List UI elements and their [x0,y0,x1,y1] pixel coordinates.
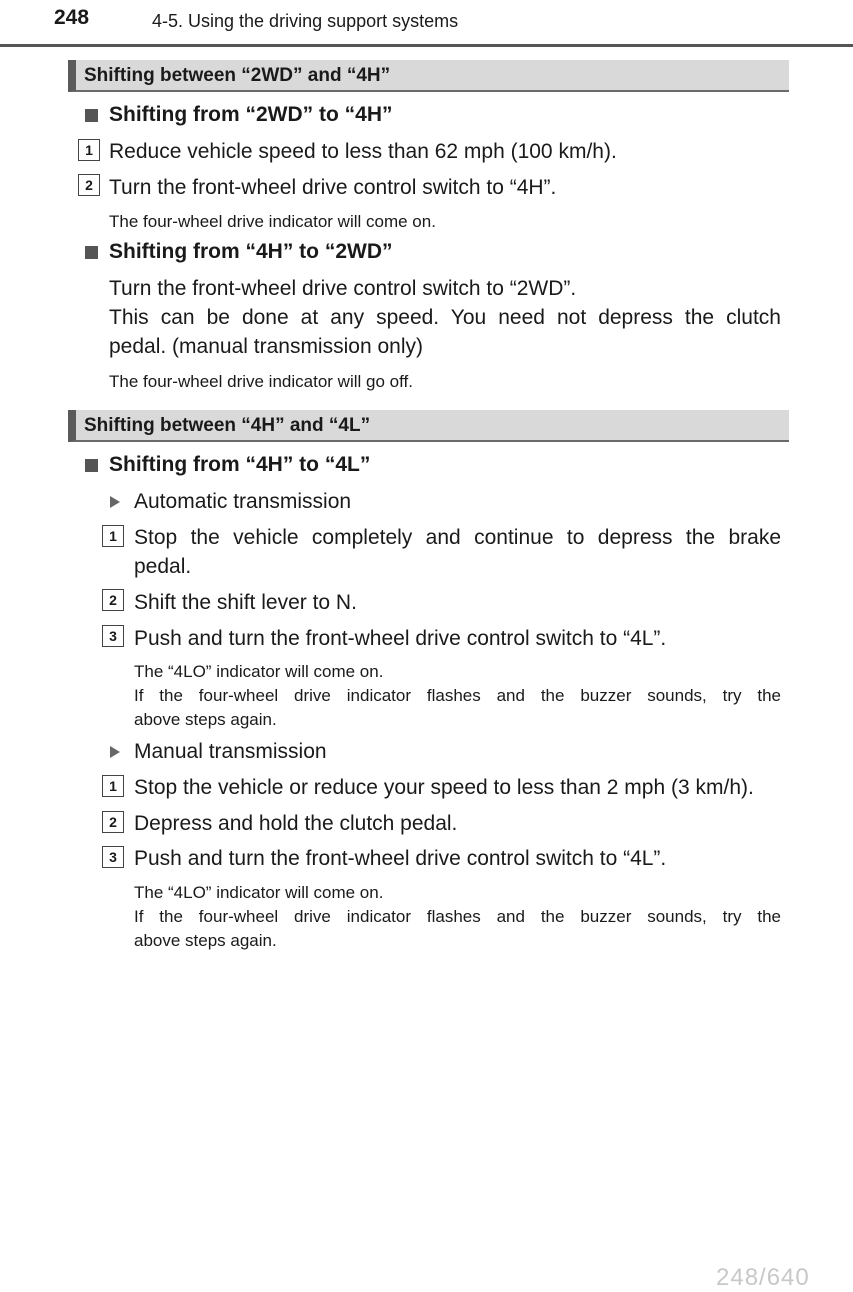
step-number-badge: 2 [102,589,124,611]
step-text: Depress and hold the clutch pedal. [134,812,458,835]
step-text: Stop the vehicle completely and continue to depress the brake [134,526,781,549]
note-text: If the four-wheel drive indicator flashes and the buzzer sounds, try the [134,686,781,705]
note-text: The “4LO” indicator will come on. [134,662,384,681]
square-bullet-icon [85,459,98,472]
page-number: 248 [54,6,90,29]
step-number-badge: 2 [102,811,124,833]
step-text: Shift the shift lever to N. [134,591,357,614]
step-number-badge: 1 [102,525,124,547]
subheading-4h-to-4l: Shifting from “4H” to “4L” [109,453,371,476]
automatic-transmission-label: Automatic transmission [134,490,352,513]
step-number-badge: 2 [78,174,100,196]
paragraph-line: Turn the front-wheel drive control switch to “2WD”. [109,277,577,300]
section-heading-text: Shifting between “2WD” and “4H” [84,65,391,86]
section-heading-4h-4l [68,410,789,442]
step-text: Stop the vehicle or reduce your speed to less than 2 mph (3 km/h). [134,776,754,799]
triangle-bullet-icon [110,746,120,758]
note-text: above steps again. [134,931,277,950]
note-text: above steps again. [134,710,277,729]
step-number-badge: 3 [102,625,124,647]
note-text: If the four-wheel drive indicator flashes and the buzzer sounds, try the [134,907,781,926]
note-text: The “4LO” indicator will come on. [134,883,384,902]
step-text: pedal. [134,555,192,578]
triangle-bullet-icon [110,496,120,508]
section-heading-2wd-4h [68,60,789,92]
section-heading-text: Shifting between “4H” and “4L” [84,415,371,436]
square-bullet-icon [85,246,98,259]
step-text: Push and turn the front-wheel drive control switch to “4L”. [134,847,667,870]
step-text: Turn the front-wheel drive control switch to “4H”. [109,176,557,199]
square-bullet-icon [85,109,98,122]
note-text: The four-wheel drive indicator will go off. [109,372,413,391]
step-number-badge: 1 [102,775,124,797]
note-text: The four-wheel drive indicator will come on. [109,212,436,231]
paragraph-line: pedal. (manual transmission only) [109,335,423,358]
page-header [0,0,853,47]
manual-transmission-label: Manual transmission [134,740,327,763]
step-number-badge: 3 [102,846,124,868]
page-indicator: 248/640 [716,1264,810,1291]
step-number-badge: 1 [78,139,100,161]
step-text: Push and turn the front-wheel drive control switch to “4L”. [134,627,667,650]
subheading-2wd-to-4h: Shifting from “2WD” to “4H” [109,103,393,126]
section-title: 4-5. Using the driving support systems [152,11,459,31]
subheading-4h-to-2wd: Shifting from “4H” to “2WD” [109,240,393,263]
step-text: Reduce vehicle speed to less than 62 mph (100 km/h). [109,140,617,163]
paragraph-line: This can be done at any speed. You need not depress the clutch [109,306,781,329]
